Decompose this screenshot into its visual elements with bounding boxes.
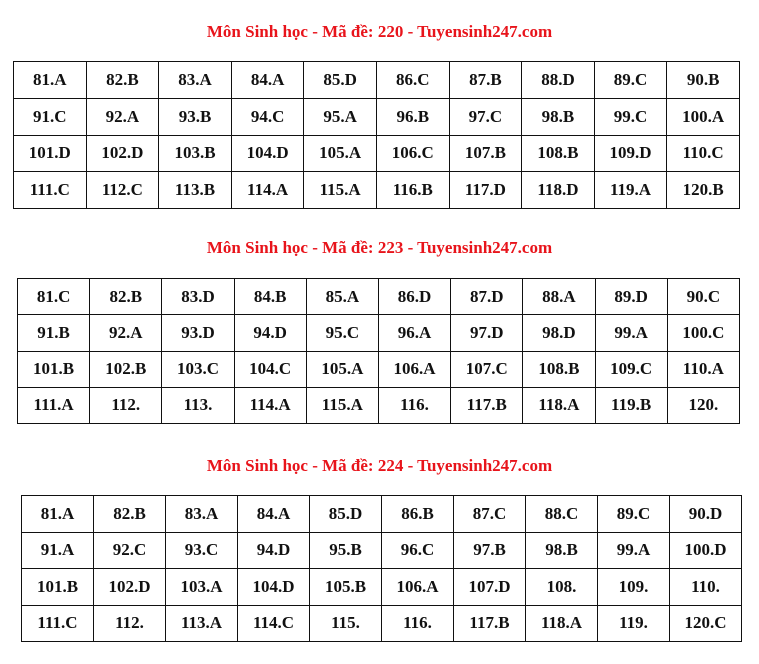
answer-cell: 88.D	[522, 62, 595, 99]
answer-cell: 92.C	[94, 532, 166, 569]
answer-cell: 82.B	[90, 279, 162, 315]
answer-cell: 85.A	[306, 279, 378, 315]
answer-cell: 104.C	[234, 351, 306, 387]
answer-cell: 96.B	[376, 98, 449, 135]
answer-cell: 108.	[526, 569, 598, 606]
answer-cell: 87.B	[449, 62, 522, 99]
answer-cell: 94.C	[231, 98, 304, 135]
answer-cell: 101.B	[22, 569, 94, 606]
answer-cell: 116.	[378, 387, 450, 423]
answer-cell: 107.B	[449, 135, 522, 172]
answer-cell: 118.A	[526, 605, 598, 642]
table-row	[18, 351, 740, 387]
answer-cell: 120.B	[667, 172, 740, 209]
answer-cell: 95.C	[306, 315, 378, 351]
answer-cell: 115.A	[304, 172, 377, 209]
answer-cell: 108.B	[523, 351, 595, 387]
answer-cell: 108.B	[522, 135, 595, 172]
answer-cell: 92.A	[86, 98, 159, 135]
answer-cell: 112.	[94, 605, 166, 642]
answer-cell: 81.A	[22, 496, 94, 533]
answer-cell: 120.C	[670, 605, 742, 642]
answer-cell: 119.A	[594, 172, 667, 209]
answer-cell: 120.	[667, 387, 739, 423]
answer-cell: 95.B	[310, 532, 382, 569]
answer-cell: 111.A	[18, 387, 90, 423]
table-row	[18, 315, 740, 351]
answer-cell: 86.B	[382, 496, 454, 533]
table-row	[14, 135, 740, 172]
answer-cell: 92.A	[90, 315, 162, 351]
table-row	[14, 172, 740, 209]
answer-cell: 107.D	[454, 569, 526, 606]
answer-cell: 106.A	[382, 569, 454, 606]
answer-cell: 83.A	[166, 496, 238, 533]
answer-cell: 115.	[310, 605, 382, 642]
answer-cell: 91.A	[22, 532, 94, 569]
answer-cell: 114.A	[234, 387, 306, 423]
answer-cell: 86.C	[376, 62, 449, 99]
answer-cell: 102.D	[94, 569, 166, 606]
answer-cell: 112.C	[86, 172, 159, 209]
answer-cell: 82.B	[94, 496, 166, 533]
answer-cell: 81.C	[18, 279, 90, 315]
answer-cell: 94.D	[238, 532, 310, 569]
answer-cell: 90.C	[667, 279, 739, 315]
answer-cell: 101.D	[14, 135, 87, 172]
answer-cell: 100.C	[667, 315, 739, 351]
answer-cell: 100.D	[670, 532, 742, 569]
section-title-223: Môn Sinh học - Mã đề: 223 - Tuyensinh247.com	[206, 238, 553, 257]
answer-cell: 97.B	[454, 532, 526, 569]
answer-cell: 116.B	[376, 172, 449, 209]
answer-cell: 96.C	[382, 532, 454, 569]
answer-cell: 88.C	[526, 496, 598, 533]
answer-cell: 88.A	[523, 279, 595, 315]
answer-cell: 104.D	[238, 569, 310, 606]
answer-cell: 118.A	[523, 387, 595, 423]
answer-cell: 104.D	[231, 135, 304, 172]
table-row	[22, 532, 742, 569]
answer-cell: 89.D	[595, 279, 667, 315]
answer-cell: 87.C	[454, 496, 526, 533]
answer-cell: 84.A	[231, 62, 304, 99]
table-row	[18, 279, 740, 315]
answer-cell: 86.D	[378, 279, 450, 315]
answer-cell: 103.A	[166, 569, 238, 606]
answer-cell: 85.D	[304, 62, 377, 99]
answer-cell: 110.	[670, 569, 742, 606]
answer-cell: 85.D	[310, 496, 382, 533]
answer-cell: 105.A	[304, 135, 377, 172]
answer-cell: 109.	[598, 569, 670, 606]
answer-cell: 102.D	[86, 135, 159, 172]
answer-cell: 100.A	[667, 98, 740, 135]
answer-cell: 115.A	[306, 387, 378, 423]
answer-cell: 89.C	[594, 62, 667, 99]
answer-cell: 101.B	[18, 351, 90, 387]
answer-cell: 96.A	[378, 315, 450, 351]
answer-cell: 98.B	[522, 98, 595, 135]
section-title-224: Môn Sinh học - Mã đề: 224 - Tuyensinh247.com	[206, 456, 553, 475]
answer-cell: 93.B	[159, 98, 232, 135]
answer-cell: 113.	[162, 387, 234, 423]
answer-cell: 106.A	[378, 351, 450, 387]
answer-cell: 98.B	[526, 532, 598, 569]
answer-cell: 97.D	[451, 315, 523, 351]
answer-cell: 90.B	[667, 62, 740, 99]
answer-cell: 112.	[90, 387, 162, 423]
answer-cell: 114.A	[231, 172, 304, 209]
answer-cell: 95.A	[304, 98, 377, 135]
table-row	[22, 569, 742, 606]
answer-cell: 89.C	[598, 496, 670, 533]
answer-cell: 99.A	[595, 315, 667, 351]
answer-cell: 81.A	[14, 62, 87, 99]
answer-table-220	[13, 61, 740, 209]
answer-cell: 109.D	[594, 135, 667, 172]
answer-cell: 83.A	[159, 62, 232, 99]
answer-cell: 94.D	[234, 315, 306, 351]
answer-cell: 97.C	[449, 98, 522, 135]
answer-cell: 114.C	[238, 605, 310, 642]
answer-cell: 119.	[598, 605, 670, 642]
answer-cell: 84.A	[238, 496, 310, 533]
table-row	[22, 605, 742, 642]
answer-cell: 105.B	[310, 569, 382, 606]
answer-cell: 103.C	[162, 351, 234, 387]
answer-cell: 93.C	[166, 532, 238, 569]
answer-cell: 111.C	[22, 605, 94, 642]
answer-cell: 87.D	[451, 279, 523, 315]
answer-cell: 118.D	[522, 172, 595, 209]
table-row	[14, 98, 740, 135]
section-title-220: Môn Sinh học - Mã đề: 220 - Tuyensinh247.com	[206, 22, 553, 41]
answer-cell: 82.B	[86, 62, 159, 99]
table-row	[18, 387, 740, 423]
answer-table-224	[21, 495, 742, 642]
answer-cell: 117.B	[454, 605, 526, 642]
answer-cell: 103.B	[159, 135, 232, 172]
answer-cell: 117.D	[449, 172, 522, 209]
answer-cell: 107.C	[451, 351, 523, 387]
answer-table-223	[17, 278, 740, 424]
answer-cell: 91.B	[18, 315, 90, 351]
answer-cell: 109.C	[595, 351, 667, 387]
answer-cell: 105.A	[306, 351, 378, 387]
answer-cell: 111.C	[14, 172, 87, 209]
answer-cell: 110.A	[667, 351, 739, 387]
answer-cell: 113.A	[166, 605, 238, 642]
answer-cell: 106.C	[376, 135, 449, 172]
answer-cell: 102.B	[90, 351, 162, 387]
table-row	[14, 62, 740, 99]
answer-cell: 84.B	[234, 279, 306, 315]
answer-cell: 98.D	[523, 315, 595, 351]
answer-cell: 99.C	[594, 98, 667, 135]
answer-cell: 83.D	[162, 279, 234, 315]
answer-cell: 99.A	[598, 532, 670, 569]
answer-cell: 110.C	[667, 135, 740, 172]
answer-cell: 113.B	[159, 172, 232, 209]
answer-cell: 117.B	[451, 387, 523, 423]
answer-cell: 91.C	[14, 98, 87, 135]
answer-cell: 93.D	[162, 315, 234, 351]
answer-cell: 116.	[382, 605, 454, 642]
table-row	[22, 496, 742, 533]
answer-cell: 90.D	[670, 496, 742, 533]
answer-cell: 119.B	[595, 387, 667, 423]
